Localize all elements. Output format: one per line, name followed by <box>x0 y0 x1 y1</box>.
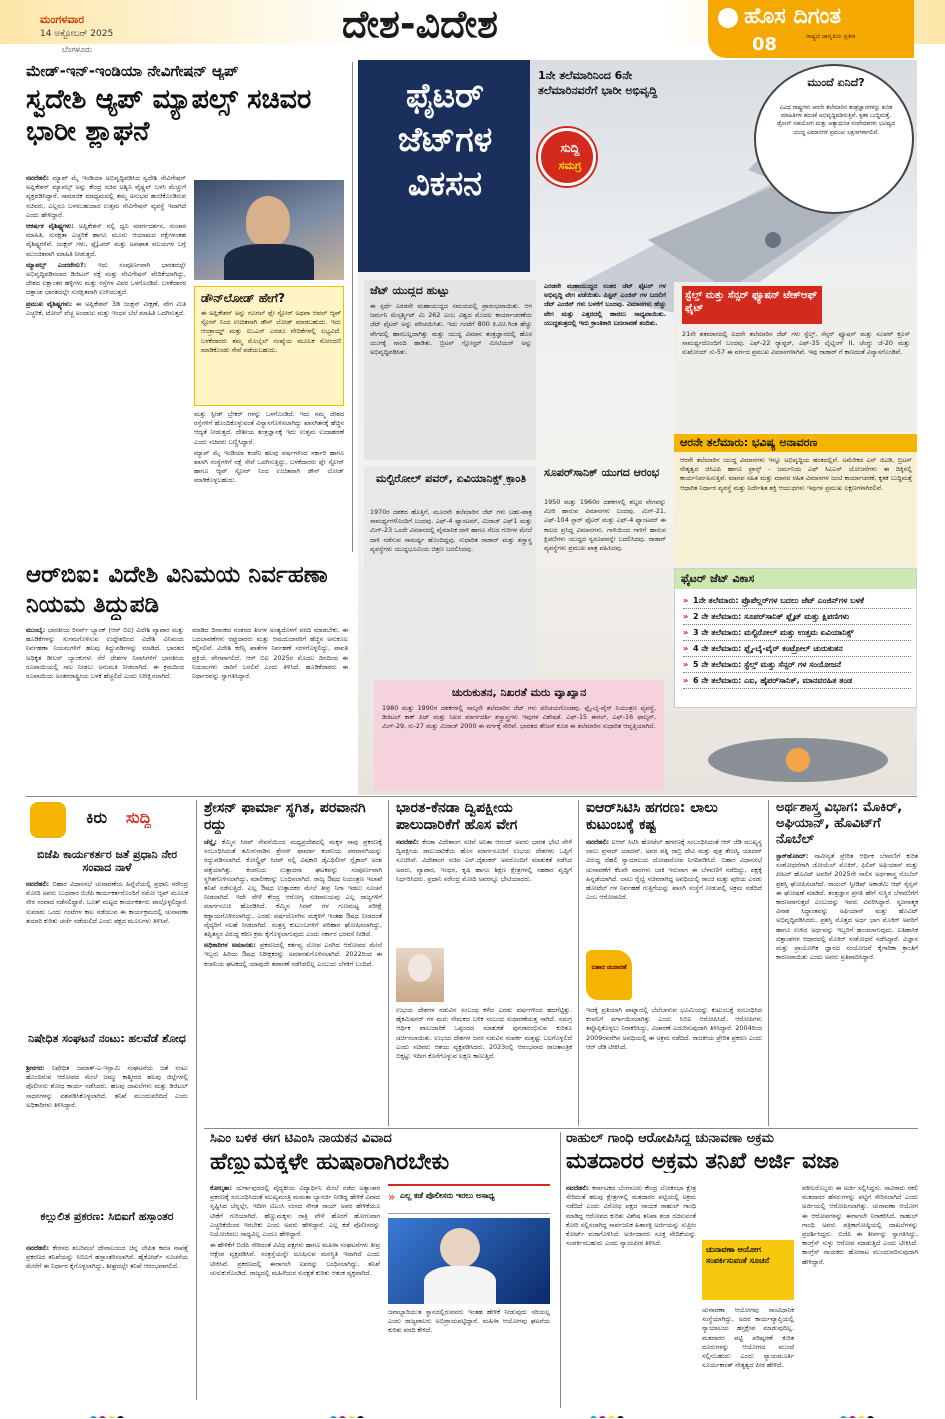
stealth-box <box>674 282 917 432</box>
story-mappls <box>26 64 348 554</box>
dateline: ಚೆನ್ನೈ: <box>204 838 217 846</box>
kiru-label: ಕಿರು <box>86 808 108 827</box>
sresan-text <box>204 838 382 1126</box>
tmc-text-3: ಜವಾಬ್ದಾರಿಯುತ ಸ್ಥಾನದಲ್ಲಿರುವವರು ಇಂತಹ ಹೇಳಿಕೆ ನೀಡುವುದು ಸರಿಯಲ್ಲ ಎಂದು ರಾಜ್ಯಪಾಲರು ಅಭಿಪ್ರಾಯಪಟ್ಟಿದ್ದಾರೆ. ಮಹಿಳಾ ಆಯೋಗವು ಘಟನೆಯ ಕುರಿತು ವರದಿ ಕೇಳಿದೆ. <box>388 1308 550 1335</box>
download-box <box>194 286 344 406</box>
column-rule <box>560 1132 561 1408</box>
registration-dots <box>330 1408 390 1418</box>
irctc-headline: ಐಆರ್‌ಸಿಟಿಸಿ ಹಗರಣ: ಲಾಲು ಕುಟುಂಬಕ್ಕೆ ಕಷ್ಟ <box>586 800 718 833</box>
masthead-date: 14 ಅಕ್ಟೋಬರ್ 2025 <box>40 29 114 39</box>
gen6-title: ಆರನೇ ತಲೆಮಾರು: ಭವಿಷ್ಯ ಅನಾವರಣ <box>674 434 917 452</box>
dateline: ಮುಂಬೈ: <box>26 626 46 634</box>
person-body-icon <box>224 244 314 280</box>
kiru-t2 <box>26 1064 188 1204</box>
masthead <box>0 0 945 60</box>
tmc-headline: ಹೆಣ್ಣುಮಕ್ಕಳೇ ಹುಷಾರಾಗಿರಬೇಕು <box>210 1150 450 1175</box>
irctc-text <box>586 838 762 946</box>
column-rule <box>196 800 197 1400</box>
logo-box <box>708 0 914 58</box>
column-rule <box>388 800 389 1126</box>
tmc-text <box>210 1184 380 1406</box>
bihar-map <box>586 950 632 1000</box>
tmc-photo <box>388 1218 550 1304</box>
story-mappls-text-b <box>194 410 344 550</box>
modi-photo <box>396 948 444 1002</box>
fighter-headline: ಫೈಟರ್ ಜೆಟ್‌ಗಳ ವಿಕಸನ <box>397 76 493 204</box>
canada-text-2: ಉಭಯ ದೇಶಗಳ ನಡುವಿನ ಸಂಬಂಧ ಕಳೆದ ಎರಡು ವರ್ಷಗಳಿಂದ ಹದಗೆಟ್ಟಿತ್ತು. ಹೈಕಮಿಷನರ್ ಗಳ ಮರು ನೇಮಕದ ಬಳಿಕ ಸಂಬಂಧ ಸುಧಾರಣೆಯತ್ತ ಸಾಗಿದೆ. ಸಮಗ್ರ ಆರ್ಥಿಕ ಪಾಲುದಾರಿಕೆ ಒಪ್ಪಂದದ ಮಾತುಕತೆ ಪುನರಾರಂಭಿಸುವ ಕುರಿತೂ ಚರ್ಚಿಸಲಾಯಿತು. ಉಭಯ ದೇಶಗಳ ಜನರ ನಡುವಿನ ಸಂಪರ್ಕ ಮತ್ತಷ್ಟು ಬಲಗೊಳ್ಳಲಿದೆ ಎಂದು ಸಚಿವರು ಆಶಯ ವ್ಯಕ್ತಪಡಿಸಿದರು. 2023ರಲ್ಲಿ ಆರಂಭವಾದ ರಾಜತಾಂತ್ರಿಕ ಬಿಕ್ಕಟ್ಟು ಇದೀಗ ಕೊನೆಗೊಳ್ಳುವ ಲಕ್ಷಣ ಕಾಣುತ್ತಿದೆ. <box>396 1006 572 1061</box>
supersonic-text: 1950 ಮತ್ತು 1960ರ ದಶಕಗಳಲ್ಲಿ ಶಬ್ದದ ವೇಗವನ್ನು ಮೀರಿ ಹಾರುವ ವಿಮಾನಗಳು ಬಂದವು. ಮಿಗ್-21, ಎಫ್-104 ಸ್ಟಾರ್ ಫೈಟರ್ ಮತ್ತು ಎಫ್-4 ಫ್ಯಾಂಟಮ್ ಈ ಕಾಲದ ಪ್ರಸಿದ್ಧ ವಿಮಾನಗಳು. ಗಾಳಿಯಿಂದ ಗಾಳಿಗೆ ಹಾರುವ ಕ್ಷಿಪಣಿಗಳು ಯುದ್ಧದ ಸ್ವರೂಪವನ್ನೇ ಬದಲಿಸಿದವು. ರಾಡಾರ್ ವ್ಯವಸ್ಥೆಗಳು ಪ್ರಮುಖ ಪಾತ್ರ ವಹಿಸಿದವು. <box>544 498 666 553</box>
kiru-h3: ಕಲ್ಲುಲಿತ ಪ್ರಕರಣ: ಸಿಬಿಐಗೆ ಹಸ್ತಾಂತರ <box>40 1210 174 1223</box>
paragraph: ಕೆಮ್ಮಿನ ಸಿರಪ್ ಸೇವನೆಯಿಂದ ಮಧ್ಯಪ್ರದೇಶದಲ್ಲಿ ಮಕ್ಕಳ ಸಾವು ಪ್ರಕರಣಕ್ಕೆ ಸಂಬಂಧಿಸಿದಂತೆ ತಮಿಳುನಾಡಿನ ಶ್ರೇಸನ್ ಫಾರ್ಮಾ ಕಂಪನಿಯ ಪರವಾನಗಿಯನ್ನು ರದ್ದುಪಡಿಸಲಾಗಿದೆ. ಕೋಲ್ಡ್ರಿಫ್ ಸಿರಪ್ ನಲ್ಲಿ ವಿಷಕಾರಿ ಡೈಎಥಿಲೀನ್ ಗ್ಲೈಕಾಲ್ ಅಂಶ ಪತ್ತೆಯಾಗಿತ್ತು. ಕಂಪನಿಯ ಉತ್ಪಾದನಾ ಘಟಕವನ್ನು ಸಂಪೂರ್ಣವಾಗಿ ಸ್ಥಗಿತಗೊಳಿಸಲಾಗಿದ್ದು, ಮಾಲೀಕರನ್ನು ಬಂಧಿಸಲಾಗಿದೆ. ರಾಜ್ಯ ಔಷಧ ನಿಯಂತ್ರಣ ಇಲಾಖೆ ತನಿಖೆ ನಡೆಸುತ್ತಿದೆ. ಎಲ್ಲ ಔಷಧ ಉತ್ಪಾದಕರ ಮೇಲೆ ತೀವ್ರ ನಿಗಾ ಇಡಲು ಸೂಚನೆ ನೀಡಲಾಗಿದೆ. ಇದೇ ವೇಳೆ ಕೇಂದ್ರ ಆರೋಗ್ಯ ಸಚಿವಾಲಯವು ಎಲ್ಲ ರಾಜ್ಯಗಳಿಗೆ ಮಾರ್ಗಸೂಚಿ ಹೊರಡಿಸಿದೆ. ಕೆಮ್ಮಿನ ಸಿರಪ್ ಗಳ ಗುಣಮಟ್ಟ ಪರೀಕ್ಷೆ ಕಡ್ಡಾಯಗೊಳಿಸಲಾಗಿದ್ದು, ಎರಡು ವರ್ಷದೊಳಗಿನ ಮಕ್ಕಳಿಗೆ ಇಂತಹ ಔಷಧ ನೀಡದಂತೆ ವೈದ್ಯರಿಗೆ ಸಲಹೆ ನೀಡಲಾಗಿದೆ. ಸಂತ್ರಸ್ತ ಕುಟುಂಬಗಳಿಗೆ ಪರಿಹಾರ ಘೋಷಿಸಲಾಗಿದ್ದು, ತಪ್ಪಿತಸ್ಥರ ವಿರುದ್ಧ ಕಠಿಣ ಕ್ರಮ ಕೈಗೊಳ್ಳಲಾಗುವುದು ಎಂದು ಸರ್ಕಾರ ಭರವಸೆ ನೀಡಿದೆ. <box>204 838 382 939</box>
dateline: ನವದೆಹಲಿ: <box>586 838 610 846</box>
kiru-label-box <box>26 800 188 840</box>
fighter-note: 1ನೇ ತಲೆಮಾರಿನಿಂದ 6ನೇ ತಲೆಮಾರಿನವರೆಗೆ ಭಾರೀ ಅಭಿವೃದ್ಧಿ <box>538 69 658 97</box>
paragraph: ಮ್ಯಾಪ್ ಮೈ ಇಂಡಿಯಾ ಕಂಪೆನಿ ಹಲವು ವರ್ಷಗಳಿಂದ ಸರ್ಕಾರಿ ಹಾಗೂ ಖಾಸಗಿ ಸಂಸ್ಥೆಗಳಿಗೆ ನಕ್ಷೆ ಸೇವೆ ಒದಗಿಸುತ್ತಿದ್ದು, ಬಳಕೆದಾರರು ಪ್ಲೇ ಸ್ಟೋರ್ ಹಾಗೂ ಆ್ಯಪ್ ಸ್ಟೋರ್ ನಿಂದ ಉಚಿತವಾಗಿ ಡೌನ್ ಲೋಡ್ ಮಾಡಿಕೊಳ್ಳಬಹುದು. <box>194 448 344 485</box>
column-rule <box>768 800 769 1126</box>
timeline-item: » 6 ನೇ ತಲೆಮಾರು: ಎಐ, ಹೈಪರ್‌ಸಾನಿಕ್, ಮಾನವರಹಿತ ತಂಡ <box>683 673 911 689</box>
logo-emblem-icon <box>718 8 738 28</box>
timeline-item: » 3 ನೇ ತಲೆಮಾರು: ಮಲ್ಟಿರೋಲ್ ಮತ್ತು ಉತ್ತಮ ಏವಿಯಾನಿಕ್ಸ್ <box>683 625 911 641</box>
paragraph: ನಿಷೇಧಿತ ಜಮಾತ್-ಎ-ಇಸ್ಲಾಮಿ ಸಂಘಟನೆಯ ಜತೆ ನಂಟು ಹೊಂದಿರುವ ಆರೋಪದ ಮೇಲೆ ಜಮ್ಮು ಕಾಶ್ಮೀರದ ಹಲವು ಜಿಲ್ಲೆಗಳಲ್ಲಿ ಪೊಲೀಸರು ಶೋಧ ಕಾರ್ಯ ನಡೆಸಿದರು. ಹಲವು ದಾಖಲೆಗಳು ಮತ್ತು ಡಿಜಿಟಲ್ ಸಾಧನಗಳನ್ನು ವಶಪಡಿಸಿಕೊಳ್ಳಲಾಗಿದೆ. ತನಿಖೆ ಮುಂದುವರಿದಿದೆ ಎಂದು ಅಧಿಕಾರಿಗಳು ತಿಳಿಸಿದ್ದಾರೆ. <box>26 1064 188 1109</box>
timeline-list <box>683 593 911 689</box>
quote-icon: » <box>388 1190 396 1204</box>
registration-dots <box>90 1408 150 1418</box>
samagra-badge-top: ಸುದ್ದಿ <box>560 141 580 155</box>
section-title: ದೇಶ-ವಿದೇಶ <box>342 2 498 46</box>
kiru-t1 <box>26 880 188 1030</box>
download-box-title: ಡೌನ್‌ಲೋಡ್ ಹೇಗೆ? <box>201 291 285 305</box>
future-text: ವಿವಿಧ ರಾಷ್ಟ್ರಗಳು ಆರನೇ ತಲೆಮಾರಿನ ತಂತ್ರಜ್ಞಾನಗಳನ್ನು ಕುರಿತ ಮಾಹಿತಿಗಳ ಹಂಚಿಕೆ ಅಭಿವೃದ್ಧಿಪಡಿಸುತ್ತಿವೆ. ಕೃತಕ ಬುದ್ಧಿಮತ್ತೆ, ಡ್ರೋನ್ ಸಹಯೋಗ ಮತ್ತು ಅತ್ಯಾಧುನಿಕ ಸಂವೇದಕಗಳು ಭವಿಷ್ಯದ ಯುದ್ಧ ವಿಮಾನಗಳ ಪ್ರಮುಖ ಲಕ್ಷಣಗಳಾಗಲಿವೆ. <box>776 105 896 136</box>
dateline: ಸ್ಟಾಕ್‌ಹೋಮ್: <box>776 852 809 860</box>
tmc-quote-text: ಎಲ್ಲ ಕಡೆ ಪೊಲೀಸರು ಇರಲು ಅಸಾಧ್ಯ <box>400 1191 495 1200</box>
bihar-map-label: ಬಿಹಾರ ಚುನಾವಣೆ <box>591 964 627 971</box>
rahul-text-2: ಚುನಾವಣಾ ಆಯೋಗವು ಸಾಂವಿಧಾನಿಕ ಸಂಸ್ಥೆಯಾಗಿದ್ದು, ಅದರ ಕಾರ್ಯವ್ಯಾಪ್ತಿಯಲ್ಲಿ ನ್ಯಾಯಾಲಯ ಹಸ್ತಕ್ಷೇಪ ಮಾಡುವುದಿಲ್ಲ. ಮತದಾರರ ಪಟ್ಟಿ ಪರಿಷ್ಕರಣೆ ಕುರಿತ ದೂರುಗಳನ್ನು ಆಯೋಗದ ಮುಂದೆ ಸಲ್ಲಿಸಬಹುದು ಎಂದು ನ್ಯಾಯಮೂರ್ತಿ ಸೂರ್ಯಕಾಂತ್ ನೇತೃತ್ವದ ಪೀಠ ಹೇಳಿದೆ. <box>702 1306 794 1370</box>
paragraph: ಕರ್ನಾಟಕದ ಬೆಂಗಳೂರು ಕೇಂದ್ರ ಲೋಕಸಭಾ ಕ್ಷೇತ್ರ ಸೇರಿದಂತೆ ಹಲವು ಕ್ಷೇತ್ರಗಳಲ್ಲಿ ಮತದಾರರ ಪಟ್ಟಿಯಲ್ಲಿ ಅಕ್ರಮ ನಡೆದಿದೆ ಎಂದು ವಿರೋಧ ಪಕ್ಷದ ನಾಯಕ ರಾಹುಲ್ ಗಾಂಧಿ ಮಾಡಿದ್ದ ಆರೋಪದ ಕುರಿತು ವಿಶೇಷ ತನಿಖಾ ತಂಡ ರಚಿಸುವಂತೆ ಕೋರಿ ಸಲ್ಲಿಸಲಾಗಿದ್ದ ಸಾರ್ವಜನಿಕ ಹಿತಾಸಕ್ತಿ ಅರ್ಜಿಯನ್ನು ಸುಪ್ರೀಂ ಕೋರ್ಟ್ ವಜಾಗೊಳಿಸಿದೆ. ಅರ್ಜಿದಾರರು ಸೂಕ್ತ ವೇದಿಕೆಯನ್ನು ಸಂಪರ್ಕಿಸಬಹುದು ಎಂದು ನ್ಯಾಯಪೀಠ ತಿಳಿಸಿದೆ. <box>566 1184 696 1248</box>
paragraph: ಭಾರತೀಯ ರಿಸರ್ವ್ ಬ್ಯಾಂಕ್ (ಆರ್ ಬಿಐ) ವಿದೇಶಿ ವ್ಯಾಪಾರ ಮತ್ತು ಹೂಡಿಕೆಗಳನ್ನು ಸುಗಮಗೊಳಿಸುವ ಉದ್ದೇಶದಿಂದ ವಿದೇಶಿ ವಿನಿಮಯ ನಿರ್ವಹಣಾ ನಿಯಮಗಳಿಗೆ ಹಲವು ತಿದ್ದುಪಡಿಗಳನ್ನು ಮಾಡಿದೆ. ಭಾರತದ ಅಧಿಕೃತ ಡೀಲರ್ ಬ್ಯಾಂಕುಗಳು ನೆರೆ ದೇಶಗಳ ನಿವಾಸಿಗಳಿಗೆ ಭಾರತೀಯ ರೂಪಾಯಿಯಲ್ಲಿ ಸಾಲ ನೀಡಲು ಅನುಮತಿ ನೀಡಲಾಗಿದೆ. ಈ ಕ್ರಮದಿಂದ ರೂಪಾಯಿಯ ಅಂತರರಾಷ್ಟ್ರೀಯ ಬಳಕೆ ಹೆಚ್ಚಲಿದೆ ಎಂದು ನಿರೀಕ್ಷಿಸಲಾಗಿದೆ. <box>26 626 184 681</box>
kiru-suddi <box>26 800 188 1400</box>
future-box <box>754 64 914 214</box>
subhead: ಆಕರ್ಷಕ ವೈಶಿಷ್ಟ್ಯಗಳು: <box>26 222 74 231</box>
multirole-box <box>364 466 536 716</box>
timeline-box <box>674 568 917 708</box>
rbi-text-a <box>26 626 184 788</box>
paragraph: ಅಪ್ಲಿಕೇಶನ್ ನಲ್ಲಿ ಧ್ವನಿ ಮಾರ್ಗದರ್ಶನ, ಸಂಚಾರ ಮಾಹಿತಿ, ಸುರಕ್ಷತಾ ಎಚ್ಚರಿಕೆ ಹಾಗೂ ಮೂರು ಆಯಾಮದ ನಕ್ಷೆಗಳಂತಹ ವೈಶಿಷ್ಟ್ಯಗಳಿವೆ. ಜಂಕ್ಷನ್ ಗಳು, ಫ್ಲೈಓವರ್ ಮತ್ತು ಅಪಘಾತ ವಲಯಗಳ ಬಗ್ಗೆ ಮುಂಚಿತವಾಗಿ ಮಾಹಿತಿ ನೀಡುತ್ತದೆ. <box>26 222 186 258</box>
horizontal-rule <box>26 796 917 797</box>
person-silhouette-icon <box>408 954 432 982</box>
gen1-text: ಎರಡನೇ ಮಹಾಯುದ್ಧದ ನಂತರ ಜೆಟ್ ಫೈಟರ್ ಗಳ ಅಭಿವೃದ್ಧಿ ವೇಗ ಪಡೆಯಿತು. ಪಿಸ್ಟನ್ ಎಂಜಿನ್ ಗಳ ಬದಲಿಗೆ ಜೆಟ್ ಎಂಜಿನ್ ಗಳು ಬಳಕೆಗೆ ಬಂದವು. ವಿಮಾನಗಳು ಹೆಚ್ಚು ವೇಗ ಮತ್ತು ಎತ್ತರದಲ್ಲಿ ಹಾರಲು ಸಾಧ್ಯವಾಯಿತು. ಯುದ್ಧತಂತ್ರದಲ್ಲಿ ಇದು ಕ್ರಾಂತಿಕಾರಿ ಬದಲಾವಣೆ ತಂದಿತು. <box>544 282 666 327</box>
canada-text <box>396 838 572 944</box>
dateline: ಕೋಲ್ಕತಾ: <box>210 1184 232 1192</box>
masthead-day: ಮಂಗಳವಾರ <box>40 13 85 26</box>
supersonic-box <box>544 466 666 716</box>
dateline: ನವದೆಹಲಿ: <box>26 174 50 182</box>
story-mappls-text-a <box>26 174 186 554</box>
story-canada <box>396 800 572 1126</box>
logo-tagline: ರಾಷ್ಟ್ರದ ಜಾಗೃತಿಯ ಪ್ರತೀಕ <box>806 33 856 40</box>
rahul-text <box>566 1184 696 1406</box>
paragraph: ಪ್ರಕರಣದಲ್ಲಿ ಕರ್ತವ್ಯ ಲೋಪ ಎಸಗಿದ ಆರೋಪದ ಮೇಲೆ ಇಬ್ಬರು ಹಿರಿಯ ಔಷಧ ನಿರೀಕ್ಷಕರನ್ನು ಅಮಾನತುಗೊಳಿಸಲಾಗಿದೆ. 2022ರಿಂದ ಈ ಕಂಪನಿಯ ಘಟಕದಲ್ಲಿ ಯಾವುದೇ ತಪಾಸಣೆ ನಡೆಸಿರಲಿಲ್ಲ ಎಂಬುದು ಬೆಳಕಿಗೆ ಬಂದಿದೆ. <box>204 941 382 968</box>
horizontal-rule <box>204 1128 918 1129</box>
timeline-item: » 4 ನೇ ತಲೆಮಾರು: ಫ್ಲೈ-ಬೈ-ವೈರ್ ಕಂಟ್ರೋಲ್ ಚುರುಕುತನ <box>683 641 911 657</box>
timeline-title: ಫೈಟರ್ ಜೆಟ್ ವಿಕಾಸ <box>675 569 917 589</box>
rahul-kicker: ರಾಹುಲ್ ಗಾಂಧಿ ಆರೋಪಿಸಿದ್ದ ಚುನಾವಣಾ ಅಕ್ರಮ <box>566 1132 774 1146</box>
paragraph: ಈ ಅಪ್ಲಿಕೇಶನ್ 3ಡಿ ಜಂಕ್ಷನ್ ವೀಕ್ಷಣೆ, ವೇಗ ಮಿತಿ ಎಚ್ಚರಿಕೆ, ಟೋಲ್ ವೆಚ್ಚ ಅಂದಾಜು ಮತ್ತು ಇಂಧನ ಬೆಲೆ ಮಾಹಿತಿ ಒದಗಿಸುತ್ತದೆ. <box>26 299 186 317</box>
tmc-quote <box>388 1184 550 1214</box>
minister-photo <box>194 180 344 280</box>
gen6-text: ಆರನೇ ತಲೆಮಾರಿನ ಯುದ್ಧ ವಿಮಾನಗಳು ಇನ್ನೂ ಅಭಿವೃದ್ಧಿಯ ಹಂತದಲ್ಲಿವೆ. ಅಮೆರಿಕದ ಎನ್ ಜಿಎಡಿ, ಬ್ರಿಟನ್ ನೇತೃತ್ವದ ಜಿಸಿಎಪಿ ಹಾಗೂ ಫ್ರಾನ್ಸ್ - ಜರ್ಮನಿಯ ಎಫ್ ಸಿಎಎಸ್ ಯೋಜನೆಗಳು ಈ ದಿಕ್ಕಿನಲ್ಲಿ ಕಾರ್ಯನಿರ್ವಹಿಸುತ್ತಿವೆ. ಮಾನವ ಸಹಿತ ಮತ್ತು ಮಾನವ ರಹಿತ ವಿಮಾನಗಳ ಜಂಟಿ ಕಾರ್ಯಾಚರಣೆ, ಕೃತಕ ಬುದ್ಧಿಮತ್ತೆ ಆಧಾರಿತ ನಿರ್ಧಾರ ವ್ಯವಸ್ಥೆ ಮತ್ತು ನಿರ್ದೇಶಿತ ಶಕ್ತಿ ಆಯುಧಗಳು ಇವುಗಳ ಪ್ರಮುಖ ಲಕ್ಷಣಗಳಾಗಿರಲಿವೆ. <box>680 456 912 492</box>
column-rule <box>578 800 579 1126</box>
agility-text: 1980 ಮತ್ತು 1990ರ ದಶಕಗಳಲ್ಲಿ ನಾಲ್ಕನೇ ತಲೆಮಾರಿನ ಜೆಟ್ ಗಳು ಪರಿಚಯಗೊಂಡವು. ಫ್ಲೈ-ಬೈ-ವೈರ್ ನಿಯಂತ್ರಣ ವ್ಯವಸ್ಥೆ, ಡಿಜಿಟಲ್ ಕಾಕ್ ಪಿಟ್ ಮತ್ತು ನಿಖರ ಮಾರ್ಗದರ್ಶಿ ಶಸ್ತ್ರಾಸ್ತ್ರಗಳು ಇವುಗಳ ವಿಶೇಷತೆ. ಎಫ್-15 ಈಗಲ್, ಎಫ್-16 ಫಾಲ್ಕನ್, ಮಿಗ್-29, ಸು-27 ಮತ್ತು ಮಿರಾಜ್ 2000 ಈ ವರ್ಗಕ್ಕೆ ಸೇರಿವೆ. ಭಾರತದ ತೇಜಸ್ ಕೂಡ ಈ ತಲೆಮಾರಿನ ಸುಧಾರಿತ ಆವೃತ್ತಿಯಾಗಿದೆ. <box>382 704 656 731</box>
story-nobel <box>776 800 918 1126</box>
registration-dots <box>590 1408 650 1418</box>
kiru-h2: ನಿಷೇಧಿತ ಸಂಘಟನೆ ನಂಟು: ಹಲವೆಡೆ ಶೋಧ <box>28 1032 186 1045</box>
subhead: ಪ್ರಮುಖ ವೈಶಿಷ್ಟ್ಯಗಳು: <box>26 299 73 308</box>
nobel-headline: ಅರ್ಥಶಾಸ್ತ್ರ ವಿಭಾಗ: ಮೊಕಿರ್, ಅಘಿಯಾನ್, ಹೊವಿಟ್‌ಗೆ ನೊಬೆಲ್ <box>776 800 903 847</box>
column-rule <box>352 62 353 552</box>
page-number: 08 <box>752 34 778 55</box>
rahul-box <box>702 1240 794 1300</box>
fighter-feature <box>358 60 917 795</box>
subhead: ಮ್ಯಾಪಲ್ಸ್ ಎಂದರೇನು?: <box>26 260 87 269</box>
paragraph: ಕೆನಡಾ ವಿದೇಶಾಂಗ ಸಚಿವೆ ಅನಿತಾ ಆನಂದ್ ಅವರು ಭಾರತ ಭೇಟಿ ವೇಳೆ ದ್ವಿಪಕ್ಷೀಯ ಪಾಲುದಾರಿಕೆಯ ಹೊಸ ಮಾರ್ಗಸೂಚಿಗೆ ಉಭಯ ದೇಶಗಳು ಒಪ್ಪಿಗೆ ಸೂಚಿಸಿವೆ. ವಿದೇಶಾಂಗ ಸಚಿವ ಎಸ್.ಜೈಶಂಕರ್ ಅವರೊಂದಿಗೆ ಮಾತುಕತೆ ನಡೆಸಿದ ಅವರು, ವ್ಯಾಪಾರ, ಇಂಧನ, ಕೃಷಿ ಹಾಗೂ ಶಿಕ್ಷಣ ಕ್ಷೇತ್ರಗಳಲ್ಲಿ ಸಹಕಾರ ವೃದ್ಧಿಗೆ ನಿರ್ಧರಿಸಿದರು. ಪ್ರಧಾನಿ ನರೇಂದ್ರ ಮೋದಿ ಅವರನ್ನೂ ಭೇಟಿಯಾದರು. <box>396 838 572 883</box>
rahul-headline: ಮತದಾರರ ಅಕ್ರಮ ತನಿಖೆ ಅರ್ಜಿ ವಜಾ <box>566 1150 839 1174</box>
paragraph: ಐಆರ್ ಸಿಟಿಸಿ ಹೋಟೆಲ್ ಹಗರಣಕ್ಕೆ ಸಂಬಂಧಿಸಿದಂತೆ ಆರ್ ಜೆಡಿ ಮುಖ್ಯಸ್ಥ ಲಾಲು ಪ್ರಸಾದ್ ಯಾದವ್, ಅವರ ಪತ್ನಿ ರಾಬ್ರಿ ದೇವಿ ಮತ್ತು ಪುತ್ರ ತೇಜಸ್ವಿ ಯಾದವ್ ವಿರುದ್ಧ ದೆಹಲಿ ನ್ಯಾಯಾಲಯ ದೋಷಾರೋಪ ನಿಗದಿಪಡಿಸಿದೆ. ಬಿಹಾರ ವಿಧಾನಸಭೆ ಚುನಾವಣೆಗೆ ಕೆಲವೇ ವಾರಗಳು ಬಾಕಿ ಇರುವಾಗ ಈ ಬೆಳವಣಿಗೆ ನಡೆದಿದ್ದು, ಪಕ್ಷಕ್ಕೆ ಹಿನ್ನಡೆಯಾಗಿದೆ. ಲಾಲು ರೈಲ್ವೆ ಸಚಿವರಾಗಿದ್ದ ಅವಧಿಯಲ್ಲಿ ರಾಂಚಿ ಮತ್ತು ಪುರಿಯ ಎರಡು ಹೋಟೆಲ್ ಗಳ ನಿರ್ವಹಣೆ ಗುತ್ತಿಗೆಯನ್ನು ಖಾಸಗಿ ಸಂಸ್ಥೆಗೆ ನೀಡುವಲ್ಲಿ ಅಕ್ರಮ ನಡೆದಿದೆ ಎಂಬ ಆರೋಪವಿದೆ. <box>586 838 762 902</box>
masthead-city: ಬೆಂಗಳೂರು <box>62 45 92 54</box>
timeline-item: » 1ನೇ ತಲೆಮಾರು: ಪ್ರೊಪೆಲ್ಲರ್‌ಗಳ ಬದಲು ಜೆಟ್ ಎಂಜಿನ್‌ಗಳ ಬಳಕೆ <box>683 593 911 609</box>
tmc-kicker: ಸಿಎಂ ಬಳಿಕ ಈಗ ಟಿಎಂಸಿ ನಾಯಕನ ವಿವಾದ <box>210 1132 392 1146</box>
dateline: ನವದೆಹಲಿ: <box>396 838 420 846</box>
jet-birth-box <box>364 280 536 460</box>
story-rbi <box>26 560 348 792</box>
story-tmc <box>204 1132 556 1408</box>
stealth-title-text: ಸ್ಟೆಲ್ತ್ ಮತ್ತು ಸೆನ್ಸರ್ ಫ್ಯೂಷನ್ ಟೇಕ್‌ಆಫ್ ಫೈಟ್ <box>685 290 818 314</box>
jet-engine-glow-icon <box>786 748 810 772</box>
story-mappls-headline: ಸ್ವದೇಶಿ ಆ್ಯಪ್ ಮ್ಯಾಪಲ್ಸ್ ಸಚಿವರ ಭಾರೀ ಶ್ಲಾಘನೆ <box>26 84 312 147</box>
kiru-t3 <box>26 1244 188 1394</box>
person-silhouette-icon <box>246 196 290 246</box>
kiru-h1: ಬಿಜೆಪಿ ಕಾರ್ಯಕರ್ತರ ಜತೆ ಪ್ರಧಾನಿ ನೇರ ಸಂವಾದ ನಾಳೆ <box>36 848 178 874</box>
multirole-text: 1970ರ ದಶಕದ ಹೊತ್ತಿಗೆ, ಮೂರನೇ ತಲೆಮಾರಿನ ಜೆಟ್ ಗಳು ಬಹು-ಪಾತ್ರ ಸಾಮರ್ಥ್ಯಗಳೊಂದಿಗೆ ಬಂದವು. ಎಫ್-4 ಫ್ಯಾಂಟಮ್, ಮಿರಾಜ್ ಎಫ್1 ಮತ್ತು ಮಿಗ್-23 ಒಂದೇ ವಿಮಾನದಲ್ಲಿ ವೈಮಾನಿಕ ದಾಳಿ ಹಾಗೂ ನೆಲದ ಗುರಿಗಳ ಮೇಲೆ ದಾಳಿ ನಡೆಸುವ ಸಾಮರ್ಥ್ಯ ಹೊಂದಿದ್ದವು. ಸುಧಾರಿತ ರಾಡಾರ್ ಮತ್ತು ಶಸ್ತ್ರಾಸ್ತ್ರ ವ್ಯವಸ್ಥೆಗಳು ಯುದ್ಧಭೂಮಿಯ ಚಿತ್ರಣ ಬದಲಿಸಿದವು. <box>370 508 532 553</box>
dateline: ನವದೆಹಲಿ: <box>566 1184 590 1192</box>
paragraph: ಮತ್ತು ಸ್ಪೀಡ್ ಬ್ರೇಕರ್ ಗಳನ್ನು ಒಳಗೊಂಡಿದೆ. ಇದು ನಮ್ಮ ದೇಶದ ರಸ್ತೆಗಳಿಗೆ ಹೊಂದಿಕೊಳ್ಳುವಂತೆ ವಿನ್ಯಾಸಗೊಳಿಸಲಾಗಿದ್ದು ಖಾಸಗಿತನಕ್ಕೆ ಹೆಚ್ಚಿನ ಆದ್ಯತೆ ನೀಡುತ್ತದೆ. ದೇಶೀಯ ತಂತ್ರಜ್ಞಾನಕ್ಕೆ ಇದು ಉತ್ತಮ ಉದಾಹರಣೆ ಎಂದು ಸಚಿವರು ಬಣ್ಣಿಸಿದ್ದಾರೆ. <box>194 410 344 446</box>
download-box-text: ಈ ಅಪ್ಲಿಕೇಶನ್ ಅನ್ನು ಗೂಗಲ್ ಪ್ಲೇ ಸ್ಟೋರ್ ಅಥವಾ ಆಪಲ್ ಆ್ಯಪ್ ಸ್ಟೋರ್ ನಿಂದ ಉಚಿತವಾಗಿ ಡೌನ್ ಲೋಡ್ ಮಾಡಬಹುದು. ಇದು ಆಂಡ್ರಾಯ್ಡ್ ಮತ್ತು ಐಒಎಸ್ ಎರಡೂ ವೇದಿಕೆಗಳಲ್ಲಿ ಲಭ್ಯವಿದೆ. ಬಳಕೆದಾರರು ತಮ್ಮ ಮೊಬೈಲ್ ಸಂಖ್ಯೆಯ ಮೂಲಕ ನೋಂದಣಿ ಮಾಡಿಕೊಂಡು ಸೇವೆ ಪಡೆಯಬಹುದು. <box>201 309 341 354</box>
dateline: ನವದೆಹಲಿ: <box>26 880 50 888</box>
story-sresan <box>204 800 382 1126</box>
rahul-box-title: ಚುನಾವಣಾ ಆಯೋಗ ಸಂಪರ್ಕಿಸುವಂತೆ ಸೂಚನೆ <box>706 1245 770 1265</box>
paragraph: ದುರ್ಗಾಪುರದಲ್ಲಿ ವೈದ್ಯಕೀಯ ವಿದ್ಯಾರ್ಥಿನಿ ಮೇಲೆ ನಡೆದ ಅತ್ಯಾಚಾರ ಪ್ರಕರಣಕ್ಕೆ ಸಂಬಂಧಿಸಿದಂತೆ ಮುಖ್ಯಮಂತ್ರಿ ಮಮತಾ ಬ್ಯಾನರ್ಜಿ ನೀಡಿದ್ದ ಹೇಳಿಕೆ ವಿವಾದ ಸೃಷ್ಟಿಸಿದ ಬೆನ್ನಲ್ಲೇ, ಇದೀಗ ಟಿಎಂಸಿ ಸಂಸದ ಸೌಗತ ರಾಯ್ ಅವರ ಹೇಳಿಕೆಯೂ ಟೀಕೆಗೆ ಗುರಿಯಾಗಿದೆ. ಹೆಣ್ಣುಮಕ್ಕಳು ರಾತ್ರಿ ವೇಳೆ ಹೊರಗೆ ಹೋಗುವಾಗ ಎಚ್ಚರಿಕೆಯಿಂದ ಇರಬೇಕು ಎಂದು ಅವರು ಹೇಳಿದ್ದಾರೆ. ಎಲ್ಲ ಕಡೆ ಪೊಲೀಸರನ್ನು ನಿಯೋಜಿಸಲು ಸಾಧ್ಯವಿಲ್ಲ ಎಂದೂ ಹೇಳಿದ್ದಾರೆ. <box>210 1184 380 1239</box>
gen6-box <box>674 434 917 564</box>
logo-text: ಹೊಸ ದಿಗಂತ <box>744 4 842 29</box>
subhead: ಅಧಿಕಾರಿಗಳ ಅಮಾನತು: <box>204 941 256 950</box>
jet-birth-text: ಈ ಸ್ಪರ್ಧೆ ಎರಡನೇ ಮಹಾಯುದ್ಧದ ಸಮಯದಲ್ಲಿ ಪ್ರಾರಂಭವಾಯಿತು. ಆಗ ಜರ್ಮನಿ ಮೆಸ್ಸರ್ಶ್ಮಿಟ್ ಮಿ 262 ಎಂಬ ವಿಶ್ವದ ಮೊದಲ ಕಾರ್ಯಾಚರಣೆಯ ಜೆಟ್ ಫೈಟರ್ ಅನ್ನು ಪರಿಚಯಿಸಿತು. ಇದು ಗಂಟೆಗೆ 800 ಕಿ.ಮೀ.ಗಿಂತ ಹೆಚ್ಚು ವೇಗದಲ್ಲಿ ಹಾರಬಲ್ಲದಾಗಿತ್ತು ಮತ್ತು ಯುದ್ಧ ವಿಮಾನ ತಂತ್ರಜ್ಞಾನದಲ್ಲಿ ಹೊಸ ಯುಗಕ್ಕೆ ನಾಂದಿ ಹಾಡಿತು. ಬ್ರಿಟನ್ ಗ್ಲೋಸ್ಟರ್ ಮೀಟಿಯರ್ ಅನ್ನು ಅಭಿವೃದ್ಧಿಪಡಿಸಿತು. <box>370 302 532 357</box>
jet-front-illustration <box>688 710 913 795</box>
story-irctc <box>586 800 762 1126</box>
rahul-text-3: ವಕೀಲರೊಬ್ಬರು ಈ ಅರ್ಜಿ ಸಲ್ಲಿಸಿದ್ದರು. ಸಾವಿರಾರು ನಕಲಿ ಮತದಾರರ ಹೆಸರುಗಳನ್ನು ಪಟ್ಟಿಗೆ ಸೇರಿಸಲಾಗಿದೆ ಎಂದು ಅರ್ಜಿಯಲ್ಲಿ ಆರೋಪಿಸಲಾಗಿತ್ತು. ಚುನಾವಣಾ ಆಯೋಗ ಈ ಆರೋಪಗಳನ್ನು ಈಗಾಗಲೇ ನಿರಾಕರಿಸಿದೆ. ರಾಹುಲ್ ಗಾಂಧಿ ಅವರು ಪತ್ರಿಕಾಗೋಷ್ಠಿಯಲ್ಲಿ ದಾಖಲೆಗಳನ್ನು ಪ್ರದರ್ಶಿಸಿದ್ದರು. ಬಿಜೆಪಿ ಈ ತೀರ್ಪನ್ನು ಸ್ವಾಗತಿಸಿದ್ದು, ಕಾಂಗ್ರೆಸ್ ಸುಳ್ಳು ಆರೋಪ ಮಾಡುತ್ತಿದೆ ಎಂದು ಟೀಕಿಸಿದೆ. ಕಾಂಗ್ರೆಸ್ ನಾಯಕರು ಹೋರಾಟ ಮುಂದುವರಿಸುವುದಾಗಿ ಹೇಳಿದ್ದಾರೆ. <box>802 1184 918 1266</box>
registration-dots <box>840 1408 900 1418</box>
supersonic-title: ಸೂಪರ್‌ಸಾನಿಕ್ ಯುಗದ ಆರಂಭ <box>544 466 660 479</box>
rbi-headline: ಆರ್‌ಬಿಐ: ವಿದೇಶಿ ವಿನಿಮಯ ನಿರ್ವಹಣಾ ನಿಯಮ ತಿದ್ದುಪಡಿ <box>26 562 328 618</box>
irctc-text-2: ಇದಕ್ಕೆ ಪ್ರತಿಯಾಗಿ ಪಾಟ್ನಾದಲ್ಲಿ ಬೆಲೆಬಾಳುವ ಭೂಮಿಯನ್ನು ಕುಟುಂಬಕ್ಕೆ ಸಂಬಂಧಿಸಿದ ಕಂಪನಿಗೆ ವರ್ಗಾಯಿಸಲಾಗಿತ್ತು ಎಂದು ಸಿಬಿಐ ಆರೋಪಿಸಿದೆ. ಆರೋಪಿಗಳು ತಪ್ಪೊಪ್ಪಿಕೊಳ್ಳಲು ನಿರಾಕರಿಸಿದ್ದು, ವಿಚಾರಣೆ ಎದುರಿಸುವುದಾಗಿ ತಿಳಿಸಿದ್ದಾರೆ. 2004ರಿಂದ 2009ರವರೆಗಿನ ಅವಧಿಯಲ್ಲಿ ಈ ಅಕ್ರಮ ನಡೆದಿದೆ. ರಾಜಕೀಯ ಪ್ರೇರಿತ ಪ್ರಕರಣ ಎಂದು ಆರ್ ಜೆಡಿ ಟೀಕಿಸಿದೆ. <box>586 1006 762 1051</box>
paragraph: ಇದು ಸಂಪೂರ್ಣವಾಗಿ ಭಾರತದಲ್ಲೇ ಅಭಿವೃದ್ಧಿಪಡಿಸಲಾದ ಡಿಜಿಟಲ್ ನಕ್ಷೆ ಮತ್ತು ನೇವಿಗೇಷನ್ ವೇದಿಕೆಯಾಗಿದ್ದು, ದೇಶದ ಲಕ್ಷಾಂತರ ಹಳ್ಳಿಗಳು ಮತ್ತು ರಸ್ತೆಗಳ ವಿವರ ಒಳಗೊಂಡಿದೆ. ಬಳಕೆದಾರರ ದತ್ತಾಂಶ ಭಾರತದಲ್ಲೇ ಸುರಕ್ಷಿತವಾಗಿ ಉಳಿಯುತ್ತದೆ. <box>26 260 186 297</box>
dateline: ಶ್ರೀನಗರ: <box>26 1064 45 1072</box>
timeline-item: » 5 ನೇ ತಲೆಮಾರು: ಸ್ಟೆಲ್ತ್ ಮತ್ತು ಸೆನ್ಸರ್ ಗಳ ಸಂಯೋಜನೆ <box>683 657 911 673</box>
kiru-label-2: ಸುದ್ದಿ <box>126 808 152 827</box>
agility-title: ಚುರುಕುತನ, ನಿಖರತೆ ಮರು ವ್ಯಾಖ್ಯಾನ <box>451 686 587 699</box>
paragraph: ಮ್ಯಾಪ್ ಮೈ ಇಂಡಿಯಾ ಅಭಿವೃದ್ಧಿಪಡಿಸಿದ ಸ್ವದೇಶಿ ನೇವಿಗೇಷನ್ ಅಪ್ಲಿಕೇಶನ್ ಮ್ಯಾಪಲ್ಸ್ ಅನ್ನು ಕೇಂದ್ರ ಸಚಿವ ಅಶ್ವಿನಿ ವೈಷ್ಣವ್ ಬಳಸಿ ಮೆಚ್ಚುಗೆ ವ್ಯಕ್ತಪಡಿಸಿದ್ದಾರೆ. ಸಾಮಾಜಿಕ ಮಾಧ್ಯಮದಲ್ಲಿ ತಮ್ಮ ಅನುಭವ ಹಂಚಿಕೊಂಡಿರುವ ಸಚಿವರು, ಎಲ್ಲರೂ ಬಳಸಬಹುದಾದ ಉತ್ತಮ ನೇವಿಗೇಷನ್ ವ್ಯವಸ್ಥೆ ಇದಾಗಿದೆ ಎಂದು ಹೇಳಿದ್ದಾರೆ. <box>26 174 186 219</box>
future-title: ಮುಂದೆ ಏನಿದೆ? <box>807 76 865 89</box>
person-silhouette-icon <box>440 1228 480 1268</box>
person-body-icon <box>424 1266 496 1304</box>
stealth-text: 21ನೇ ಶತಮಾನದಲ್ಲಿ ಐದನೇ ತಲೆಮಾರಿನ ಜೆಟ್ ಗಳು ಸ್ಟೆಲ್ತ್, ಸೆನ್ಸರ್ ಫ್ಯೂಷನ್ ಮತ್ತು ಸೂಪರ್ ಕ್ರೂಸ್ ಸಾಮರ್ಥ್ಯದೊಂದಿಗೆ ಬಂದವು. ಎಫ್-22 ರ್‍ಯಾಪ್ಟರ್, ಎಫ್-35 ಲೈಟ್ನಿಂಗ್ II, ಚೆಂಗ್ಡು ಜೆ-20 ಮತ್ತು ಸುಖೋಯ್ ಸು-57 ಈ ವರ್ಗದ ಪ್ರಮುಖ ವಿಮಾನಗಳಾಗಿವೆ. ಇವು ರಾಡಾರ್ ಗೆ ಕಾಣದಂತೆ ವಿನ್ಯಾಸಗೊಂಡಿವೆ. <box>682 330 910 357</box>
paragraph: ಕೇರಳದ ಶಬರಿಮಲೆ ದೇವಾಲಯದ ಚಿನ್ನ ಲೇಪಿತ ಕವಚ ನಾಪತ್ತೆ ಪ್ರಕರಣದ ತನಿಖೆಯನ್ನು ಸಿಬಿಐಗೆ ಹಸ್ತಾಂತರಿಸಲಾಗಿದೆ. ಹೈಕೋರ್ಟ್ ಸೂಚನೆಯ ಮೇರೆಗೆ ಈ ನಿರ್ಧಾರ ಕೈಗೊಳ್ಳಲಾಗಿದ್ದು, ಶೀಘ್ರದಲ್ಲೇ ತನಿಖೆ ಆರಂಭವಾಗಲಿದೆ. <box>26 1244 188 1271</box>
rbi-text-b: ಮಾಡಿದ ದಿನಾಂಕದ ನಂತರದ ತಿಂಗಳ ಅಂತ್ಯದೊಳಗೆ ವರದಿ ಮಾಡಬೇಕು. ಈ ಬದಲಾವಣೆಗಳು ರಫ್ತುದಾರರು ಮತ್ತು ಆಮದುದಾರರಿಗೆ ಹೆಚ್ಚಿನ ಅನುಕೂಲ ಕಲ್ಪಿಸಲಿವೆ. ವಿದೇಶಿ ಕರೆನ್ಸಿ ಖಾತೆಗಳ ನಿರ್ವಹಣೆ ಸರಳಗೊಳ್ಳಲಿದ್ದು, ಪಾವತಿ ಪ್ರಕ್ರಿಯೆ ವೇಗವಾಗಲಿದೆ. ಆರ್ ಬಿಐ 2025ರ ಮೊದಲ ದಿನದಿಂದ ಈ ನಿಯಮಗಳು ಜಾರಿಗೆ ಬರಲಿವೆ ಎಂದು ತಿಳಿಸಿದೆ. ಹೂಡಿಕೆದಾರರು ಈ ನಿರ್ಧಾರವನ್ನು ಸ್ವಾಗತಿಸಿದ್ದಾರೆ. <box>192 626 348 681</box>
timeline-item: » 2 ನೇ ತಲೆಮಾರು: ಸೂಪರ್‌ಸಾನಿಕ್ ಫ್ಲೈಟ್ ಮತ್ತು ಕ್ಷಿಪಣಿಗಳು <box>683 609 911 625</box>
paragraph: ಬಿಹಾರ ವಿಧಾನಸಭೆ ಚುನಾವಣೆಯ ಹಿನ್ನೆಲೆಯಲ್ಲಿ ಪ್ರಧಾನಿ ನರೇಂದ್ರ ಮೋದಿ ಅವರು ಬುಧವಾರ ಬಿಜೆಪಿ ಕಾರ್ಯಕರ್ತರೊಂದಿಗೆ ನಮೋ ಆ್ಯಪ್ ಮೂಲಕ ನೇರ ಸಂವಾದ ನಡೆಸಲಿದ್ದಾರೆ. ಬೂತ್ ಮಟ್ಟದ ಕಾರ್ಯಕರ್ತರು ಪಾಲ್ಗೊಳ್ಳಲಿದ್ದಾರೆ. ಸುಮಾರು ಒಂದು ಗಂಟೆಗಳ ಕಾಲ ನಡೆಯುವ ಈ ಕಾರ್ಯಕ್ರಮದಲ್ಲಿ ಚುನಾವಣಾ ತಯಾರಿ ಕುರಿತು ಚರ್ಚೆ ನಡೆಯಲಿದೆ ಎಂದು ಪಕ್ಷದ ಮೂಲಗಳು ತಿಳಿಸಿವೆ. <box>26 880 188 925</box>
multirole-title: ಮಲ್ಟಿರೋಲ್ ಪವರ್, ಏವಿಯಾನಿಕ್ಸ್ ಕ್ರಾಂತಿ <box>375 472 527 485</box>
nobel-text <box>776 852 918 1124</box>
jet-roundel-icon <box>765 232 781 248</box>
samagra-badge-bottom: ಸಮಗ್ರ <box>558 159 582 172</box>
story-mappls-kicker: ಮೇಡ್-ಇನ್-ಇಂಡಿಯಾ ನೇವಿಗೇಷನ್ ಆ್ಯಪ್ <box>26 64 239 80</box>
paragraph: ನಾವೀನ್ಯತೆ ಪ್ರೇರಿತ ಆರ್ಥಿಕ ಬೆಳವಣಿಗೆ ಕುರಿತ ಸಂಶೋಧನೆಗಾಗಿ ಜೋಯೆಲ್ ಮೊಕಿರ್, ಫಿಲಿಪ್ ಅಘಿಯಾನ್ ಮತ್ತು ಪೀಟರ್ ಹೊವಿಟ್ ಅವರಿಗೆ 2025ನೇ ಸಾಲಿನ ಅರ್ಥಶಾಸ್ತ್ರ ನೊಬೆಲ್ ಪ್ರಶಸ್ತಿ ಘೋಷಿಸಲಾಗಿದೆ. ರಾಯಲ್ ಸ್ವೀಡಿಷ್ ಅಕಾಡೆಮಿ ಆಫ್ ಸೈನ್ಸಸ್ ಈ ಘೋಷಣೆ ಮಾಡಿದೆ. ತಂತ್ರಜ್ಞಾನ ಪ್ರಗತಿ ಹೇಗೆ ಸುಸ್ಥಿರ ಬೆಳವಣಿಗೆಗೆ ಕಾರಣವಾಗುತ್ತದೆ ಎಂಬುದನ್ನು ಇವರು ವಿವರಿಸಿದ್ದಾರೆ. ಸೃಜನಾತ್ಮಕ ವಿನಾಶ ಸಿದ್ಧಾಂತವನ್ನು ಅಘಿಯಾನ್ ಮತ್ತು ಹೊವಿಟ್ ಅಭಿವೃದ್ಧಿಪಡಿಸಿದರು. ಪ್ರಶಸ್ತಿ ಮೊತ್ತದ ಅರ್ಧ ಭಾಗ ಮೊಕಿರ್ ಅವರಿಗೆ ಹಾಗೂ ಉಳಿದ ಅರ್ಧವನ್ನು ಇಬ್ಬರಿಗೆ ಹಂಚಲಾಗುವುದು. ಐತಿಹಾಸಿಕ ದತ್ತಾಂಶಗಳ ಆಧಾರದಲ್ಲಿ ಮೊಕಿರ್ ಸಂಶೋಧನೆ ನಡೆಸಿದ್ದಾರೆ. ವಿಜ್ಞಾನ ಮತ್ತು ಪ್ರಾಯೋಗಿಕ ಜ್ಞಾನದ ಸಂಯೋಜನೆ ಕೈಗಾರಿಕಾ ಕ್ರಾಂತಿಗೆ ಕಾರಣವಾಯಿತು ಎಂದು ಅವರು ಪ್ರತಿಪಾದಿಸಿದ್ದಾರೆ. <box>776 852 918 962</box>
dateline: ನವದೆಹಲಿ: <box>26 1244 50 1252</box>
sresan-headline: ಶ್ರೇಸನ್ ಫಾರ್ಮಾ ಸ್ಥಗಿತ, ಪರವಾನಗಿ ರದ್ದು <box>204 800 366 833</box>
canada-headline: ಭಾರತ-ಕೆನಡಾ ದ್ವಿಪಕ್ಷೀಯ ಪಾಲುದಾರಿಕೆಗೆ ಹೊಸ ವೇಗ <box>396 800 518 833</box>
stealth-title <box>682 286 822 324</box>
jet-birth-title: ಜೆಟ್ ಯುದ್ಧದ ಹುಟ್ಟು <box>370 284 450 297</box>
agility-box <box>374 680 664 790</box>
fighter-title-box <box>358 60 530 272</box>
story-rahul <box>566 1132 918 1408</box>
paragraph: ಈ ಹೇಳಿಕೆಗೆ ಬಿಜೆಪಿ ಸೇರಿದಂತೆ ವಿವಿಧ ಪಕ್ಷಗಳು ಹಾಗೂ ಮಹಿಳಾ ಸಂಘಟನೆಗಳು ತೀವ್ರ ಆಕ್ಷೇಪ ವ್ಯಕ್ತಪಡಿಸಿವೆ. ಸಂತ್ರಸ್ತೆಯನ್ನೇ ದೂಷಿಸುವ ಮನಸ್ಥಿತಿ ಇದಾಗಿದೆ ಎಂದು ಟೀಕಿಸಿವೆ. ಪ್ರಕರಣದಲ್ಲಿ ಈಗಾಗಲೇ ಐವರನ್ನು ಬಂಧಿಸಲಾಗಿದ್ದು, ತನಿಖೆ ಚುರುಕುಗೊಂಡಿದೆ. ರಾಜ್ಯದಲ್ಲಿ ಮಹಿಳೆಯರ ಸುರಕ್ಷತೆ ಕುರಿತು ಆತಂಕ ವ್ಯಕ್ತವಾಗಿದೆ. <box>210 1241 380 1277</box>
hand-icon <box>30 802 66 838</box>
